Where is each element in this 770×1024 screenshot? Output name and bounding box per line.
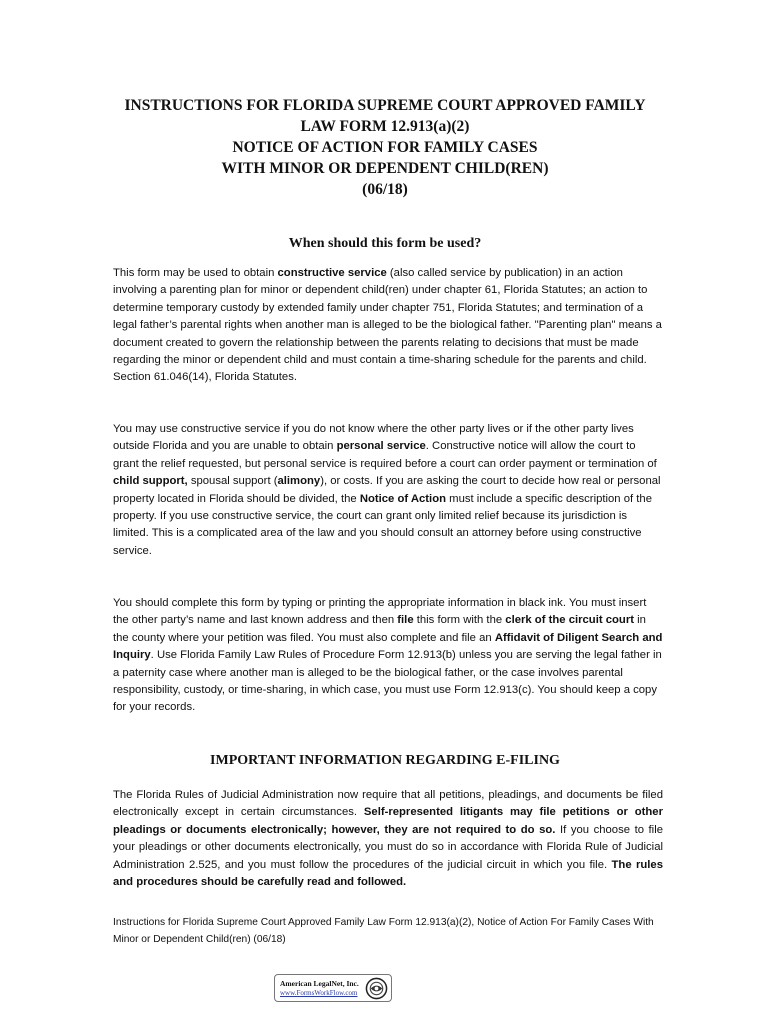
paragraph-usage-2: You may use constructive service if you do not know where the other party lives or if the other party lives outside Florida and you are unable to obtain personal service. Constructive notice will allow the court to grant the relief requested, but personal service is required before a court can order payment or termination of child support, spousal support (alimony), or costs. If you are asking the court to decide how real or personal property located in Florida should be divided, the Notice of Action must include a specific description of the property. If you use constructive service, the court can grant only limited relief because its jurisdiction is limited. This is a complicated area of the law and you should consult an attorney before using constructive service. [113,423,661,557]
paragraph-usage-1: This form may be used to obtain constructive service (also called service by publication) in an action involving a parenting plan for minor or dependent child(ren) under chapter 61, Florida Statutes; an action to determine temporary custody by extended family under chapter 751, Florida Statutes; and termination of a legal father’s parental rights when another man is alleged to be the biological father. "Parenting plan" means a document created to govern the relationship between the parents relating to decisions that must be made regarding the minor or dependent child and must contain a time-sharing schedule for the parents and child. Section 61.046(14), Florida Statutes. [113,267,662,384]
globe-seal-icon [365,977,388,1000]
title-line-4: WITH MINOR OR DEPENDENT CHILD(REN) [221,160,549,177]
paragraph-efiling: The Florida Rules of Judicial Administration now require that all petitions, pleadings, and documents be filed electronically except in certain circumstances. Self-represented litigants may file petitions or other pleadings or documents electronically; however, they are not required to do so. If you choose to file your pleadings or other documents electronically, you must do so in accordance with Florida Rule of Judicial Administration 2.525, and you must follow the procedures of the judicial circuit in which you file. The rules and procedures should be carefully read and followed. [113,789,663,889]
paragraph-usage-3: You should complete this form by typing or printing the appropriate information in black ink. You must insert the other party’s name and last known address and then file this form with the clerk of the circuit court in the county where your petition was filed. You must also complete and file an Affidavit of Diligent Search and Inquiry. Use Florida Family Law Rules of Procedure Form 12.913(b) unless you are serving the legal father in a paternity case where another man is alleged to be the biological father, or the case involves parental responsibility, custody, or time-sharing, in which case, you must use Form 12.913(c). You should keep a copy for your records. [113,597,663,714]
section-heading-usage: When should this form be used? [288,236,482,251]
american-legalnet-logo[interactable] [274,974,392,1002]
title-line-5: (06/18) [362,181,408,198]
section-heading-efiling: IMPORTANT INFORMATION REGARDING E-FILING [210,753,560,768]
title-line-3: NOTICE OF ACTION FOR FAMILY CASES [232,139,538,156]
logo-url-link[interactable]: www.FormsWorkFlow.com [280,989,358,997]
title-line-2: LAW FORM 12.913(a)(2) [300,118,470,135]
document-title [95,95,675,200]
logo-company-name: American LegalNet, Inc. [280,979,359,988]
footer-form-reference: Instructions for Florida Supreme Court Approved Family Law Form 12.913(a)(2), Notice of Action For Family Cases With Minor or Dependent Child(ren) (06/18) [113,917,654,945]
title-line-1: INSTRUCTIONS FOR FLORIDA SUPREME COURT APPROVED FAMILY [124,97,646,114]
